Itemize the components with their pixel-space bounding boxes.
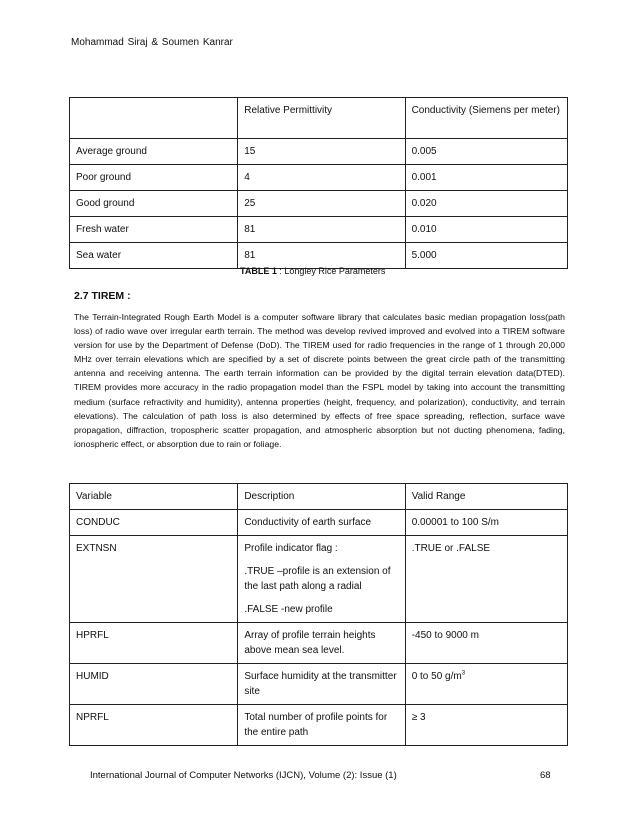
description-cell (238, 623, 405, 664)
section-heading: 2.7 TIREM : (74, 290, 131, 302)
tirem-variables-table (69, 483, 568, 746)
table-cell: 25 (238, 191, 405, 217)
description-line: Total number of profile points for the entire path (244, 712, 388, 738)
table-row (70, 664, 568, 705)
longley-rice-parameters-table (69, 97, 568, 269)
table-caption-text: : Longley Rice Parameters (276, 266, 386, 276)
table-cell: 81 (238, 243, 405, 269)
description-line: Array of profile terrain heights above mean sea level. (244, 630, 376, 656)
variable-cell: HUMID (70, 664, 238, 705)
table-header-row (70, 484, 568, 510)
range-cell (405, 664, 567, 705)
variable-cell: EXTNSN (70, 536, 238, 623)
table-row (70, 536, 568, 623)
table-cell: Sea water (70, 243, 238, 269)
table-cell: Poor ground (70, 165, 238, 191)
description-cell (238, 664, 405, 705)
table-cell: Good ground (70, 191, 238, 217)
description-line: Profile indicator flag : (244, 543, 338, 554)
range-value: 0 to 50 g/m (411, 671, 462, 682)
table-row (70, 510, 568, 536)
table-header-cell: Description (238, 484, 405, 510)
table-header-cell: Valid Range (405, 484, 567, 510)
variable-cell: CONDUC (70, 510, 238, 536)
description-line: Conductivity of earth surface (244, 517, 372, 528)
range-superscript: 3 (461, 670, 466, 677)
section-paragraph: The Terrain-Integrated Rough Earth Model is a computer software library that calculates basic median propagation loss(path loss) of radio wave over irregular earth terrain. The method was develop revived improved and evolved into a TIREM software version for use by the Department of Defense (DoD). The TIREM used for radio frequencies in the range of 1 through 20,000 MHz over terrain elevations which are specified by a set of discrete points between the great circle path of the transmitting antenna and receiving antenna. The earth terrain information can be provided by the digital terrain elevation data(DTED). TIREM provides more accuracy in the radio propagation model than the FSPL model by taking into account the transmitting medium (surface refractivity and humidity), antenna properties (height, frequency, and polarization), conductivity, and terrain elevations). The calculation of path loss is also determined by effects of free space spreading, reflection, surface wave propagation, diffraction, tropospheric scatter propagation, and atmospheric absorption but not ducting phenomena, fading, ionospheric effect, or absorption due to rain or foliage. (74, 312, 565, 449)
description-line: Surface humidity at the transmitter site (244, 671, 397, 697)
table-caption-label: TABLE 1 (240, 266, 277, 276)
table-header-row (70, 98, 568, 139)
table-row (70, 139, 568, 165)
table-row (70, 623, 568, 664)
page-number: 68 (540, 770, 551, 781)
range-cell: 0.00001 to 100 S/m (405, 510, 567, 536)
table-cell: 81 (238, 217, 405, 243)
table-cell: 0.005 (405, 139, 567, 165)
description-line: .FALSE -new profile (244, 604, 333, 615)
description-cell (238, 536, 405, 623)
table-cell: Fresh water (70, 217, 238, 243)
table-row (70, 243, 568, 269)
table-caption (240, 266, 385, 276)
table-cell: 15 (238, 139, 405, 165)
description-cell (238, 705, 405, 746)
variable-cell: NPRFL (70, 705, 238, 746)
table-header-cell: Conductivity (Siemens per meter) (405, 98, 567, 139)
range-cell: .TRUE or .FALSE (405, 536, 567, 623)
table-cell: 0.010 (405, 217, 567, 243)
table-row (70, 191, 568, 217)
table-cell: 0.001 (405, 165, 567, 191)
table-row (70, 165, 568, 191)
description-line: .TRUE –profile is an extension of the last path along a radial (244, 566, 391, 592)
table-cell: 0.020 (405, 191, 567, 217)
table-cell: Average ground (70, 139, 238, 165)
range-cell: -450 to 9000 m (405, 623, 567, 664)
range-cell: ≥ 3 (405, 705, 567, 746)
table-row (70, 217, 568, 243)
table-header-cell: Relative Permittivity (238, 98, 405, 139)
table-header-cell: Variable (70, 484, 238, 510)
running-header-authors: Mohammad Siraj & Soumen Kanrar (71, 37, 233, 48)
table-row (70, 705, 568, 746)
variable-cell: HPRFL (70, 623, 238, 664)
journal-footer: International Journal of Computer Networks (IJCN), Volume (2): Issue (1) (90, 770, 397, 781)
table-header-cell (70, 98, 238, 139)
description-cell (238, 510, 405, 536)
table-cell: 4 (238, 165, 405, 191)
table-cell: 5.000 (405, 243, 567, 269)
